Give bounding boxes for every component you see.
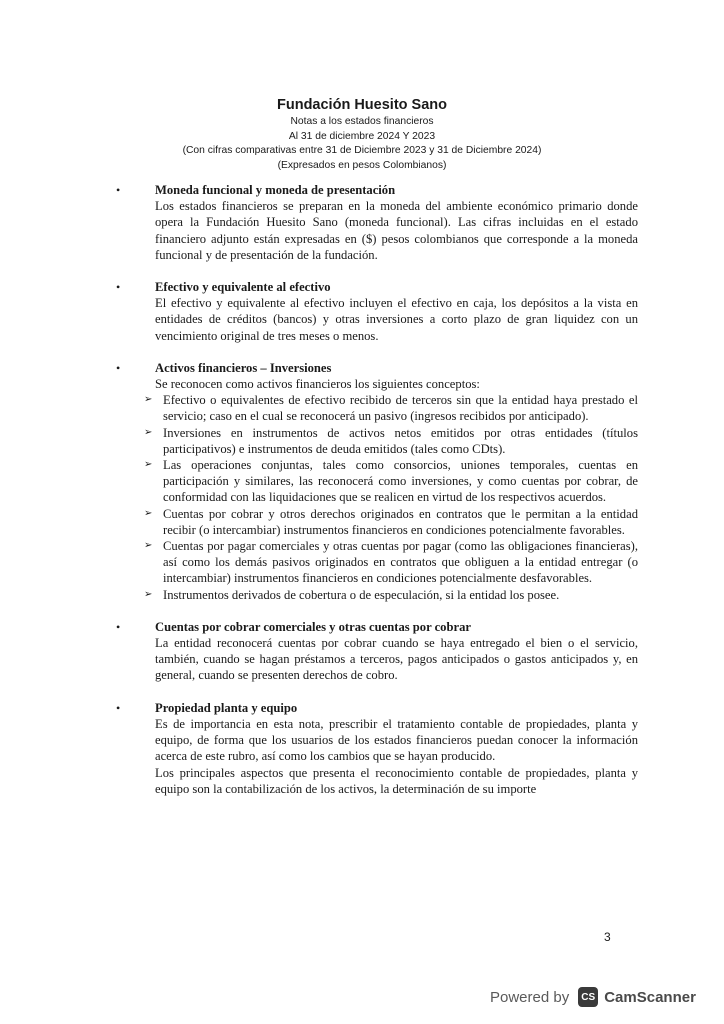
header-comparative-note: (Con cifras comparativas entre 31 de Diciembre 2023 y 31 de Diciembre 2024): [182, 145, 542, 157]
section-title: Activos financieros – Inversiones: [155, 360, 332, 375]
list-item: ➢ Cuentas por cobrar y otros derechos originados en contratos que le permitan a la entidad recibir (o intercambiar) instrumentos financieros en condiciones potencialmente favorables.: [144, 506, 638, 537]
arrow-bullet-icon: ➢: [144, 507, 153, 519]
arrow-bullet-icon: ➢: [144, 426, 153, 438]
watermark-powered-text: Powered by: [490, 988, 570, 1006]
list-item: ➢ Instrumentos derivados de cobertura o de especulación, si la entidad los posee.: [144, 587, 560, 602]
section-activos-financieros: [118, 360, 638, 603]
camscanner-logo-icon: CS: [578, 987, 598, 1007]
list-item: ➢ Las operaciones conjuntas, tales como consorcios, uniones temporales, cuentas en participación y similares, las reconocerá como inversiones, y como cuentas por cobrar, de conformidad con las liquidaciones que se realicen en virtud de los respectivos acuerdos.: [144, 458, 638, 505]
header-currency-note: (Expresados en pesos Colombianos): [277, 159, 447, 171]
list-item: ➢ Efectivo o equivalentes de efectivo recibido de terceros sin que la entidad haya prestado el servicio; caso en el cual se reconocerá un pasivo (ingresos recibidos por anticipado).: [144, 393, 638, 424]
document-header: [0, 95, 724, 173]
bullet-icon: •: [116, 619, 121, 634]
bullet-icon: •: [116, 700, 121, 715]
arrow-bullet-icon: ➢: [144, 394, 153, 406]
section-moneda-funcional: [118, 182, 638, 263]
concepts-list: [118, 392, 638, 603]
section-paragraph: La entidad reconocerá cuentas por cobrar cuando se haya entregado el bien o el servicio, también, cuando se hagan préstamos a terceros, pagos anticipados o gastos anticipados y, en general, cuando se presenten derechos de cobro.: [155, 636, 638, 683]
section-title: Propiedad planta y equipo: [155, 700, 298, 715]
arrow-bullet-icon: ➢: [144, 459, 153, 471]
arrow-bullet-icon: ➢: [144, 588, 153, 600]
section-paragraph: Los estados financieros se preparan en la moneda del ambiente económico primario donde opera la Fundación Huesito Sano (moneda funcional). Las cifras incluidas en el estado financiero adjunto están expresadas en ($) pesos colombianos que corresponde a la moneda funcional y de presentación de la fundación.: [155, 199, 638, 262]
header-subtitle: Notas a los estados financieros: [290, 116, 434, 127]
watermark-brand: CamScanner: [604, 988, 696, 1006]
section-title: Efectivo y equivalente al efectivo: [155, 280, 331, 295]
header-date: Al 31 de diciembre 2024 Y 2023: [288, 130, 436, 142]
section-propiedad-planta-equipo: [118, 700, 638, 797]
section-efectivo: [118, 279, 638, 344]
arrow-bullet-icon: ➢: [144, 540, 153, 552]
section-intro: Se reconocen como activos financieros los siguientes conceptos:: [155, 377, 480, 392]
section-cuentas-por-cobrar: [118, 619, 638, 684]
section-paragraph: Es de importancia en esta nota, prescribir el tratamiento contable de propiedades, planta y equipo, de forma que los usuarios de los estados financieros puedan conocer la información acerca de este rubro, así como los cambios que se hayan producido.: [155, 716, 638, 764]
section-paragraph: El efectivo y equivalente al efectivo incluyen el efectivo en caja, los depósitos a la vista en entidades de créditos (bancos) y otras inversiones a corto plazo de gran liquidez con un vencimiento original de tres meses o menos.: [155, 296, 638, 343]
section-title: Moneda funcional y moneda de presentación: [155, 183, 396, 197]
bullet-icon: •: [116, 183, 121, 197]
notes-content: [118, 182, 638, 813]
page-number: 3: [604, 930, 611, 944]
organization-title: Fundación Huesito Sano: [277, 97, 447, 113]
bullet-icon: •: [116, 360, 121, 375]
list-item: ➢ Inversiones en instrumentos de activos netos emitidos por otras entidades (títulos participativos) e instrumentos de deuda emitidos (tales como CDts).: [144, 425, 638, 456]
section-paragraph: Los principales aspectos que presenta el reconocimiento contable de propiedades, planta y equipo son la contabilización de los activos, la determinación de su importe: [155, 765, 638, 796]
list-item: ➢ Cuentas por pagar comerciales y otras cuentas por pagar (como las obligaciones financieras), así como los demás pasivos originados en contratos que obliguen a la entidad entregar (o intercambiar) instrumentos financieros en condiciones potencialmente desfavorables.: [144, 539, 638, 586]
bullet-icon: •: [116, 280, 121, 295]
camscanner-watermark: [490, 986, 696, 1008]
section-title: Cuentas por cobrar comerciales y otras cuentas por cobrar: [155, 619, 471, 634]
